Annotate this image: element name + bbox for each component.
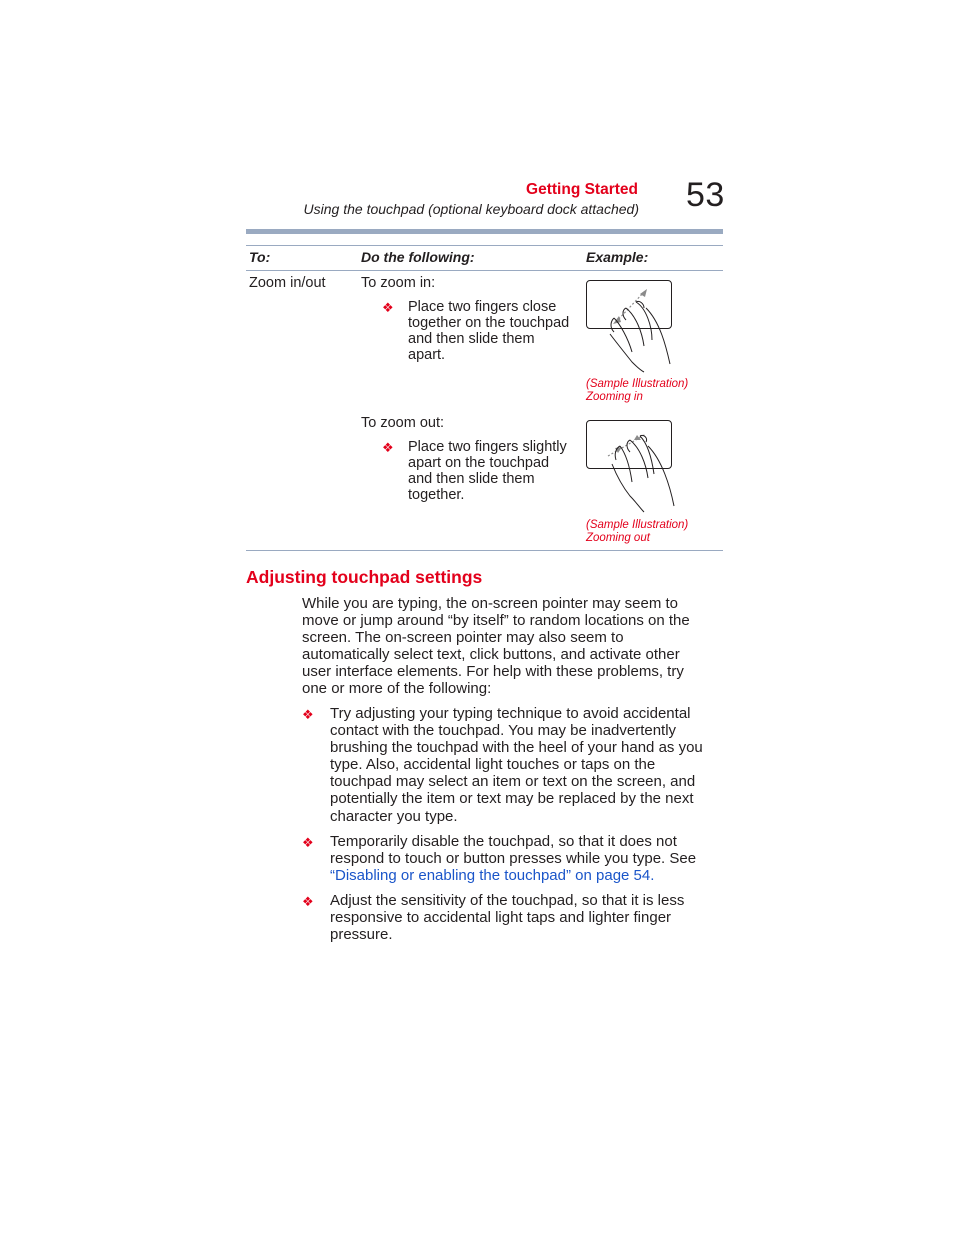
- zoom-in-caption: [586, 378, 688, 404]
- section-heading: Adjusting touchpad settings: [246, 567, 483, 587]
- zoom-in-intro: To zoom in:: [361, 275, 436, 291]
- text-line: user interface elements. For help with these problems, try: [302, 663, 684, 681]
- text-line: [330, 867, 725, 884]
- table-header-rule: [246, 270, 723, 271]
- text-line: screen. The on-screen pointer may also seem to: [302, 629, 624, 647]
- list-item: [330, 705, 725, 825]
- text-line: While you are typing, the on-screen pointer may seem to: [302, 595, 679, 612]
- text-line: move or jump around “by itself” to random locations on the: [302, 612, 690, 630]
- header-rule: [246, 229, 723, 234]
- text-line: Place two fingers slightly: [408, 439, 567, 455]
- text-line: potentially the item or text may be replaced by the next: [330, 790, 694, 808]
- text-line: Place two fingers close: [408, 299, 557, 315]
- text-line: Adjust the sensitivity of the touchpad, so that it is less: [330, 892, 685, 909]
- caption-line: (Sample Illustration): [586, 378, 689, 390]
- table-header-to: To:: [249, 249, 271, 265]
- chapter-title: Getting Started: [526, 181, 638, 198]
- text-line: respond to touch or button presses while you type. See: [330, 850, 697, 868]
- text-line: pressure.: [330, 926, 393, 944]
- table-top-rule: [246, 245, 723, 246]
- text-line: touchpad may select an item or text on the screen, and: [330, 773, 696, 791]
- text-line: and then slide them: [408, 331, 535, 347]
- page-number: 53: [686, 176, 725, 214]
- zoom-in-instruction: [408, 299, 583, 363]
- zoom-out-instruction: [408, 439, 583, 503]
- list-item: [330, 833, 725, 884]
- caption-line: (Sample Illustration): [586, 519, 689, 531]
- table-header-example: Example:: [586, 249, 649, 265]
- text-line: apart.: [408, 347, 446, 363]
- text-line: brushing the touchpad with the heel of your hand as you: [330, 739, 703, 757]
- table-bottom-rule: [246, 550, 723, 551]
- text-line: automatically select text, click buttons, and activate other: [302, 646, 680, 664]
- table-header-do: Do the following:: [361, 249, 475, 265]
- text-line: contact with the touchpad. You may be inadvertently: [330, 722, 677, 740]
- text-line: character you type.: [330, 807, 458, 825]
- bullet-icon: ❖: [302, 707, 314, 722]
- text-line: Try adjusting your typing technique to avoid accidental: [330, 705, 691, 722]
- text-line: responsive to accidental light taps and lighter finger: [330, 909, 672, 927]
- text-line: together.: [408, 487, 465, 503]
- zoom-out-caption: [586, 519, 688, 545]
- text-line: one or more of the following:: [302, 680, 492, 698]
- bullet-icon: ❖: [382, 300, 394, 315]
- text-line: and then slide them: [408, 471, 535, 487]
- cross-reference-link[interactable]: “Disabling or enabling the touchpad” on page 54: [330, 867, 651, 885]
- zoom-out-intro: To zoom out:: [361, 415, 445, 431]
- zoom-out-hand-icon: [586, 420, 696, 515]
- text-line: type. Also, accidental light touches or taps on the: [330, 756, 656, 774]
- bullet-icon: ❖: [302, 835, 314, 850]
- caption-line: Zooming out: [586, 532, 650, 544]
- text-line: Temporarily disable the touchpad, so that it does not: [330, 833, 677, 850]
- caption-line: Zooming in: [586, 391, 643, 403]
- text-line: apart on the touchpad: [408, 455, 550, 471]
- bullet-icon: ❖: [382, 440, 394, 455]
- row-label: Zoom in/out: [249, 275, 326, 291]
- intro-paragraph: [302, 595, 727, 698]
- text-line: together on the touchpad: [408, 315, 570, 331]
- bullet-icon: ❖: [302, 894, 314, 909]
- list-item: [330, 892, 725, 943]
- section-subtitle: Using the touchpad (optional keyboard dock attached): [303, 201, 639, 217]
- link-period: .: [650, 867, 655, 885]
- zoom-in-hand-icon: [586, 280, 696, 375]
